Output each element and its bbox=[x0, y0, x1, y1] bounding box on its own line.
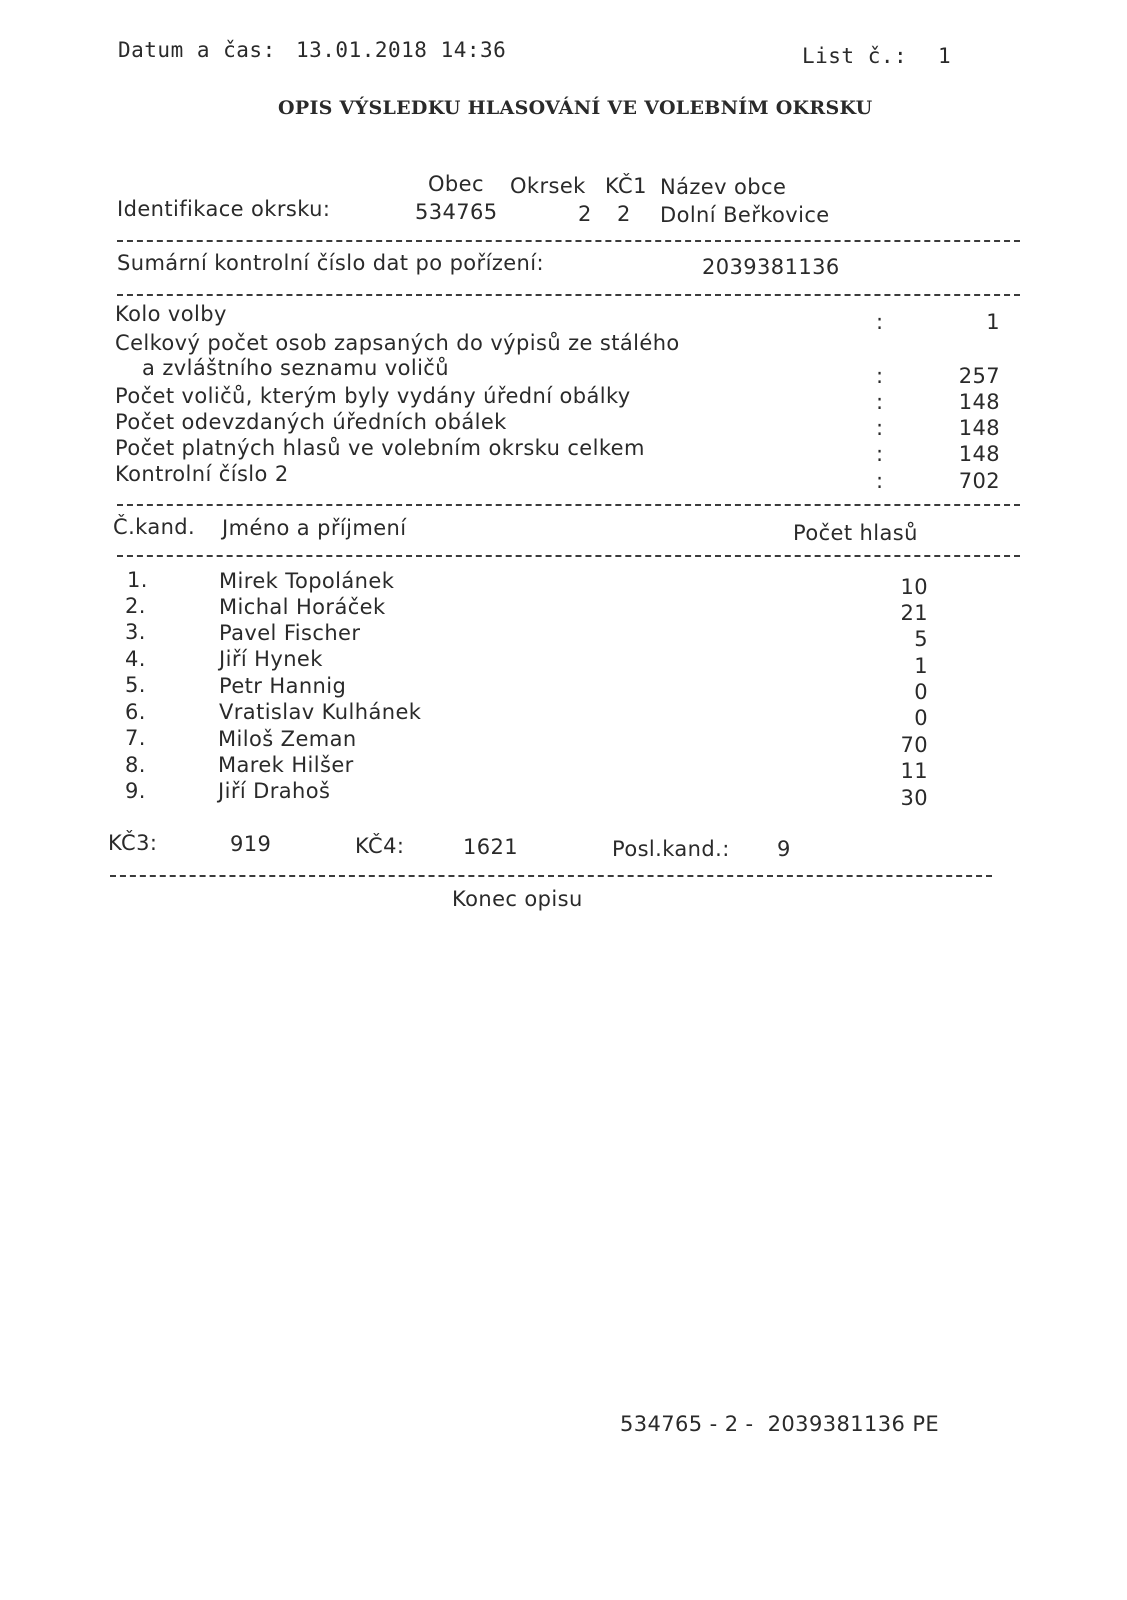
colon: : bbox=[876, 416, 884, 440]
candidate-number: 5. bbox=[125, 673, 146, 697]
dashed-divider bbox=[117, 240, 1020, 242]
candidate-name: Vratislav Kulhánek bbox=[219, 700, 422, 724]
issued-value: 148 bbox=[958, 390, 1000, 414]
colon: : bbox=[876, 310, 884, 334]
col-okrsek: Okrsek bbox=[510, 174, 586, 198]
candidate-number: 8. bbox=[125, 753, 146, 777]
identification-label: Identifikace okrsku: bbox=[117, 197, 331, 221]
candidate-votes: 10 bbox=[900, 575, 928, 599]
candidate-votes: 70 bbox=[900, 733, 928, 757]
candidate-name: Pavel Fischer bbox=[219, 621, 361, 645]
returned-value: 148 bbox=[958, 416, 1000, 440]
candidate-name: Mirek Topolánek bbox=[219, 569, 395, 593]
candidate-name: Petr Hannig bbox=[219, 674, 347, 698]
col-obec: Obec bbox=[428, 172, 484, 196]
candidate-number: 9. bbox=[125, 779, 146, 803]
candidate-votes: 0 bbox=[914, 706, 928, 730]
municipality-name: Dolní Beřkovice bbox=[660, 203, 830, 227]
colon: : bbox=[876, 442, 884, 466]
end-of-document: Konec opisu bbox=[452, 887, 583, 911]
col-candidate-number: Č.kand. bbox=[113, 515, 196, 539]
document-stamp: 534765 - 2 - 2039381136 PE bbox=[620, 1412, 940, 1436]
round-value: 1 bbox=[986, 310, 1000, 334]
registered-label-line2: a zvláštního seznamu voličů bbox=[142, 356, 449, 380]
kc3-label: KČ3: bbox=[108, 831, 158, 855]
candidate-votes: 5 bbox=[914, 627, 928, 651]
checksum-label: Sumární kontrolní číslo dat po pořízení: bbox=[117, 251, 544, 275]
colon: : bbox=[876, 469, 884, 493]
last-candidate-value: 9 bbox=[777, 837, 791, 861]
candidate-votes: 11 bbox=[900, 759, 928, 783]
candidate-name: Jiří Drahoš bbox=[218, 779, 331, 803]
candidate-votes: 30 bbox=[900, 786, 928, 810]
kc3-value: 919 bbox=[230, 832, 272, 856]
candidate-number: 4. bbox=[125, 647, 146, 671]
candidate-name: Jiří Hynek bbox=[219, 647, 323, 671]
sheet-number: 1 bbox=[938, 44, 952, 68]
colon: : bbox=[876, 390, 884, 414]
candidate-number: 6. bbox=[125, 700, 146, 724]
okrsek-number: 2 bbox=[578, 202, 592, 226]
col-votes: Počet hlasů bbox=[793, 521, 918, 545]
candidate-name: Michal Horáček bbox=[219, 595, 386, 619]
checksum-value: 2039381136 bbox=[702, 255, 840, 279]
dashed-divider bbox=[117, 504, 1020, 506]
returned-label: Počet odevzdaných úředních obálek bbox=[115, 410, 507, 434]
issued-label: Počet voličů, kterým byly vydány úřední obálky bbox=[115, 384, 631, 408]
dashed-divider bbox=[117, 555, 1020, 557]
colon: : bbox=[876, 364, 884, 388]
kc4-label: KČ4: bbox=[355, 834, 405, 858]
candidate-votes: 1 bbox=[914, 654, 928, 678]
col-candidate-name: Jméno a příjmení bbox=[222, 516, 407, 540]
col-kc1: KČ1 bbox=[605, 174, 647, 198]
last-candidate-label: Posl.kand.: bbox=[612, 837, 730, 861]
candidate-name: Miloš Zeman bbox=[218, 727, 357, 751]
kc1-value: 2 bbox=[617, 202, 631, 226]
round-label: Kolo volby bbox=[115, 302, 227, 326]
registered-label-line1: Celkový počet osob zapsaných do výpisů ze stálého bbox=[115, 331, 680, 355]
candidate-number: 2. bbox=[125, 594, 146, 618]
control2-value: 702 bbox=[958, 469, 1000, 493]
candidate-votes: 21 bbox=[900, 601, 928, 625]
dashed-divider bbox=[117, 294, 1020, 296]
candidate-number: 3. bbox=[125, 620, 146, 644]
col-nazev: Název obce bbox=[660, 175, 787, 199]
candidate-number: 1. bbox=[127, 568, 148, 592]
sheet-label: List č.: bbox=[802, 44, 908, 68]
candidate-name: Marek Hilšer bbox=[218, 753, 354, 777]
kc4-value: 1621 bbox=[463, 835, 519, 859]
datetime-label: Datum a čas: bbox=[118, 38, 276, 62]
registered-value: 257 bbox=[958, 364, 1000, 388]
control2-label: Kontrolní číslo 2 bbox=[115, 462, 289, 486]
valid-votes-value: 148 bbox=[958, 442, 1000, 466]
candidate-votes: 0 bbox=[914, 680, 928, 704]
candidate-number: 7. bbox=[125, 726, 146, 750]
valid-votes-label: Počet platných hlasů ve volebním okrsku celkem bbox=[115, 436, 645, 460]
document-title: OPIS VÝSLEDKU HLASOVÁNÍ VE VOLEBNÍM OKRSKU bbox=[278, 97, 873, 119]
datetime-value: 13.01.2018 14:36 bbox=[296, 38, 507, 62]
dashed-divider bbox=[110, 875, 992, 877]
obec-code: 534765 bbox=[415, 200, 498, 224]
